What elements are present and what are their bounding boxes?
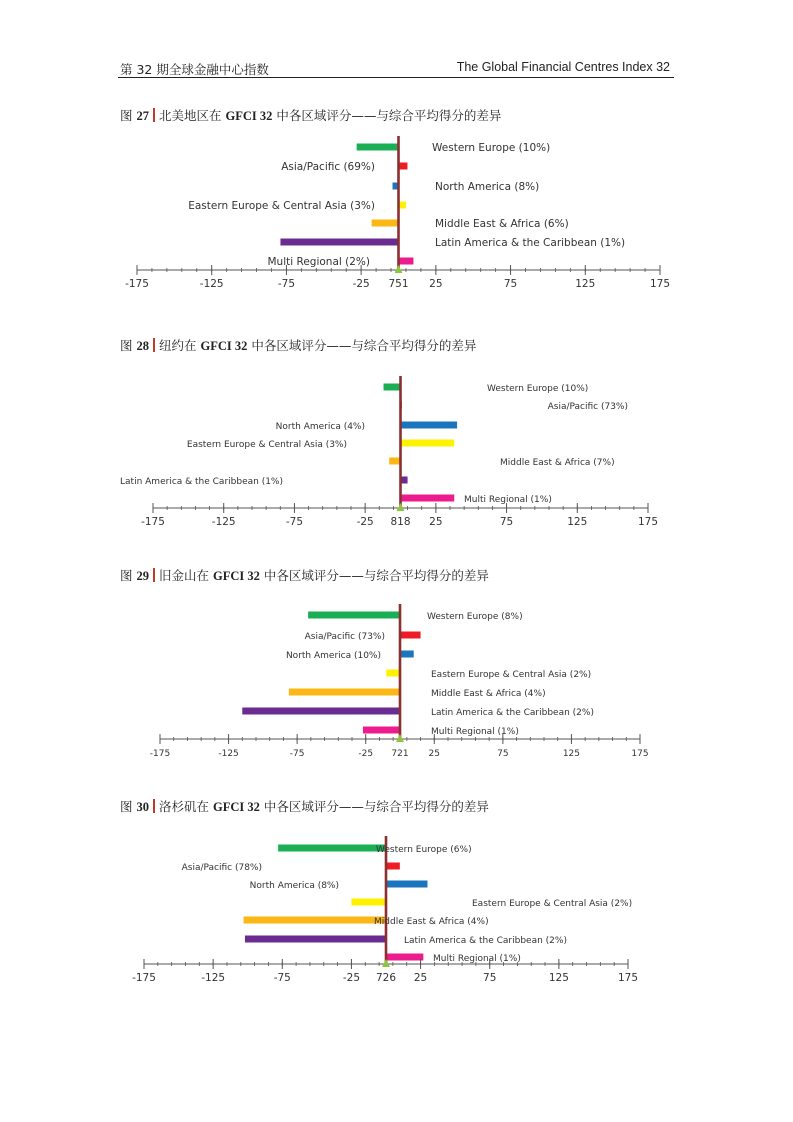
tick-label: -125 bbox=[218, 749, 239, 759]
figure-30-chart bbox=[0, 830, 793, 1000]
tick-label: -25 bbox=[358, 749, 374, 759]
bar-label-multi-regional: Multi Regional (1%) bbox=[431, 727, 519, 737]
zero-line bbox=[385, 836, 388, 964]
header-left: 第 32 期全球金融中心指数 bbox=[120, 62, 269, 77]
figure-30-title bbox=[120, 797, 489, 815]
tick-label: -25 bbox=[356, 516, 374, 528]
figure-city: 旧金山在 bbox=[159, 568, 210, 583]
bar-north-america bbox=[386, 881, 427, 888]
center-marker bbox=[397, 503, 405, 511]
bar-label-middle-east-africa: Middle East & Africa (4%) bbox=[374, 917, 489, 927]
figure-number: 28 bbox=[136, 339, 149, 353]
figure-city: 洛杉矶在 bbox=[159, 799, 210, 814]
bar-middle-east-africa bbox=[372, 220, 399, 227]
tick-label: -175 bbox=[125, 278, 149, 290]
figure-28-title bbox=[120, 336, 476, 354]
figure-city: 北美地区在 bbox=[159, 108, 222, 123]
bar-label-asia-pacific: Asia/Pacific (73%) bbox=[547, 402, 628, 412]
bar-label-eastern-europe-central-asia: Eastern Europe & Central Asia (2%) bbox=[472, 899, 633, 909]
figure-27-chart bbox=[0, 130, 793, 300]
tick-label: -75 bbox=[273, 972, 291, 984]
tick-label: -125 bbox=[201, 972, 226, 984]
figure-city: 纽约在 bbox=[159, 338, 197, 353]
bar-label-latin-america-the-caribbean: Latin America & the Caribbean (1%) bbox=[120, 477, 283, 487]
tick-label: 175 bbox=[637, 516, 659, 528]
bar-western-europe bbox=[357, 144, 399, 151]
bar-multi-regional bbox=[386, 954, 423, 961]
bar-label-western-europe: Western Europe (10%) bbox=[432, 142, 551, 154]
bar-middle-east-africa bbox=[289, 689, 400, 696]
bar-label-asia-pacific: Asia/Pacific (78%) bbox=[181, 863, 262, 873]
bar-label-western-europe: Western Europe (10%) bbox=[487, 384, 589, 394]
tick-label: -75 bbox=[289, 749, 305, 759]
bar-label-eastern-europe-central-asia: Eastern Europe & Central Asia (3%) bbox=[188, 200, 375, 212]
tick-label: -125 bbox=[211, 516, 236, 528]
figure-label: 图 bbox=[120, 338, 133, 353]
tick-label: 25 bbox=[413, 972, 428, 984]
bar-western-europe bbox=[308, 612, 400, 619]
tick-label: 175 bbox=[649, 278, 671, 290]
bar-multi-regional bbox=[363, 727, 400, 734]
tick-label: -175 bbox=[132, 972, 156, 984]
zero-line bbox=[399, 604, 402, 739]
tick-label: 75 bbox=[483, 972, 497, 984]
bar-eastern-europe-central-asia bbox=[351, 899, 386, 906]
tick-label: 125 bbox=[575, 278, 596, 290]
bar-label-western-europe: Western Europe (8%) bbox=[427, 612, 523, 622]
figure-caption: 中各区域评分——与综合平均得分的差异 bbox=[263, 799, 489, 814]
tick-label: 25 bbox=[428, 749, 441, 759]
figure-28-chart bbox=[0, 370, 793, 540]
figure-29-title bbox=[120, 566, 489, 584]
figure-29-chart bbox=[0, 598, 793, 768]
bar-label-eastern-europe-central-asia: Eastern Europe & Central Asia (2%) bbox=[431, 670, 592, 680]
tick-label: 25 bbox=[429, 516, 443, 528]
tick-label: -25 bbox=[342, 972, 361, 984]
tick-label: 25 bbox=[429, 278, 443, 290]
figure-number: 27 bbox=[136, 109, 149, 123]
center-value-label: 721 bbox=[391, 749, 409, 759]
tick-label: 75 bbox=[503, 278, 518, 290]
bar-multi-regional bbox=[399, 258, 414, 265]
tick-label: 125 bbox=[567, 516, 588, 528]
tick-label: -175 bbox=[149, 749, 171, 759]
tick-label: 175 bbox=[617, 972, 639, 984]
tick-label: 125 bbox=[562, 749, 581, 759]
figure-index: GFCI 32 bbox=[200, 339, 248, 353]
tick-label: -75 bbox=[285, 516, 304, 528]
center-value-label: 751 bbox=[388, 278, 409, 290]
bar-label-north-america: North America (4%) bbox=[275, 422, 365, 432]
bar-label-eastern-europe-central-asia: Eastern Europe & Central Asia (3%) bbox=[186, 440, 347, 450]
tick-label: 175 bbox=[631, 749, 649, 759]
bar-label-north-america: North America (8%) bbox=[435, 181, 540, 193]
figure-caption: 中各区域评分——与综合平均得分的差异 bbox=[251, 338, 477, 353]
figure-index: GFCI 32 bbox=[213, 569, 260, 583]
bar-label-multi-regional: Multi Regional (1%) bbox=[433, 954, 521, 964]
figure-label: 图 bbox=[120, 568, 133, 583]
bar-label-middle-east-africa: Middle East & Africa (7%) bbox=[500, 458, 615, 468]
tick-label: -125 bbox=[199, 278, 224, 290]
bar-label-latin-america-the-caribbean: Latin America & the Caribbean (1%) bbox=[435, 237, 626, 249]
bar-asia-pacific bbox=[386, 863, 400, 870]
figure-27-title bbox=[120, 106, 501, 124]
bar-asia-pacific bbox=[400, 632, 421, 639]
center-marker bbox=[395, 265, 403, 273]
figure-caption: 中各区域评分——与综合平均得分的差异 bbox=[276, 108, 502, 123]
center-value-label: 818 bbox=[390, 516, 411, 528]
figure-caption: 中各区域评分——与综合平均得分的差异 bbox=[263, 568, 489, 583]
bar-latin-america-the-caribbean bbox=[242, 708, 400, 715]
figure-label: 图 bbox=[120, 799, 133, 814]
tick-label: 75 bbox=[499, 516, 514, 528]
bar-latin-america-the-caribbean bbox=[245, 936, 386, 943]
bar-label-middle-east-africa: Middle East & Africa (4%) bbox=[431, 689, 546, 699]
bar-multi-regional bbox=[401, 495, 455, 502]
center-marker bbox=[396, 734, 404, 742]
figure-index: GFCI 32 bbox=[225, 109, 273, 123]
figure-number: 30 bbox=[136, 800, 149, 814]
bar-label-north-america: North America (8%) bbox=[249, 881, 339, 891]
bar-asia-pacific bbox=[399, 163, 408, 170]
bar-middle-east-africa bbox=[389, 458, 400, 465]
bar-latin-america-the-caribbean bbox=[280, 239, 398, 246]
bar-western-europe bbox=[278, 845, 386, 852]
zero-line bbox=[397, 136, 400, 270]
figure-label: 图 bbox=[120, 108, 133, 123]
bar-label-multi-regional: Multi Regional (1%) bbox=[464, 495, 552, 505]
header-right: The Global Financial Centres Index 32 bbox=[456, 60, 670, 74]
bar-label-multi-regional: Multi Regional (2%) bbox=[267, 256, 370, 268]
tick-label: -25 bbox=[352, 278, 370, 290]
bar-label-western-europe: Western Europe (6%) bbox=[376, 845, 472, 855]
bar-label-latin-america-the-caribbean: Latin America & the Caribbean (2%) bbox=[404, 936, 567, 946]
bar-label-asia-pacific: Asia/Pacific (69%) bbox=[281, 161, 375, 173]
tick-label: -75 bbox=[277, 278, 296, 290]
bar-label-latin-america-the-caribbean: Latin America & the Caribbean (2%) bbox=[431, 708, 594, 718]
bar-western-europe bbox=[384, 384, 401, 391]
bar-eastern-europe-central-asia bbox=[401, 440, 455, 447]
bar-middle-east-africa bbox=[244, 917, 386, 924]
zero-line bbox=[399, 376, 402, 508]
figure-number: 29 bbox=[136, 569, 149, 583]
bar-label-north-america: North America (10%) bbox=[285, 651, 381, 661]
bar-north-america bbox=[400, 651, 414, 658]
bar-label-asia-pacific: Asia/Pacific (73%) bbox=[304, 632, 385, 642]
header-divider bbox=[118, 77, 674, 78]
bar-north-america bbox=[401, 422, 458, 429]
tick-label: 75 bbox=[497, 749, 509, 759]
tick-label: 125 bbox=[548, 972, 569, 984]
center-value-label: 726 bbox=[375, 972, 397, 984]
tick-label: -175 bbox=[141, 516, 165, 528]
bar-eastern-europe-central-asia bbox=[386, 670, 400, 677]
figure-index: GFCI 32 bbox=[213, 800, 260, 814]
bar-label-middle-east-africa: Middle East & Africa (6%) bbox=[435, 218, 569, 230]
